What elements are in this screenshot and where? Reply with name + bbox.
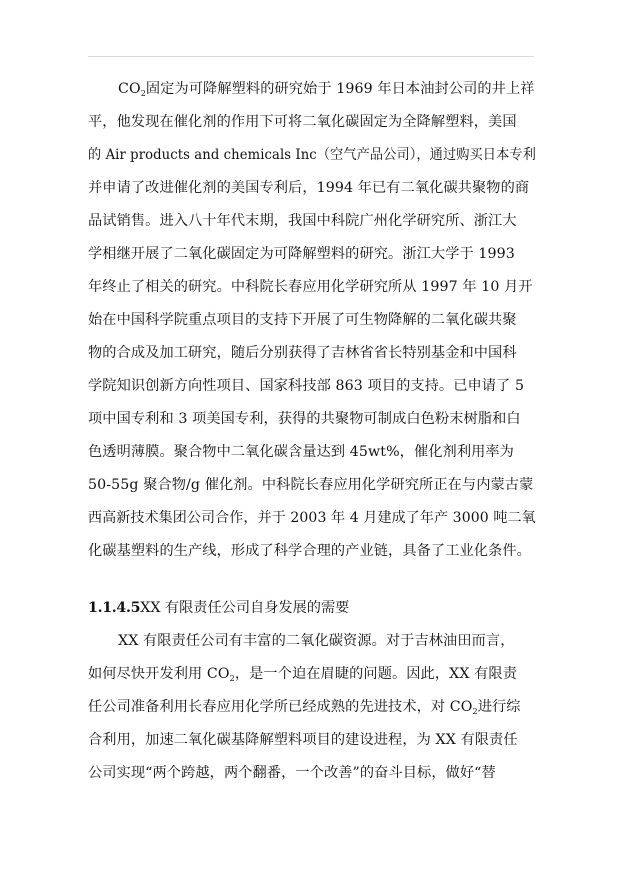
line-text: ，是一个迫在眉睫的问题。因此，XX 有限责 [234, 666, 517, 682]
paragraph-line [118, 80, 535, 98]
paragraph-line: 的 Air products and chemicals Inc（空气产品公司），通过购买日本专利 [88, 147, 536, 163]
paragraph-line: 50-55g 聚合物/g 催化剂。中科院长春应用化学研究所正在与内蒙古蒙 [88, 477, 534, 493]
paragraph-line: 合利用，加速二氧化碳基降解塑料项目的建设进程，为 XX 有限责任 [88, 732, 518, 748]
section-heading [88, 599, 349, 617]
subscript: 2 [472, 707, 478, 716]
paragraph-line: 并申请了改进催化剂的美国专利后，1994 年已有二氧化碳共聚物的商 [88, 180, 530, 196]
paragraph-line: 年终止了相关的研究。中科院长春应用化学研究所从 1997 年 10 月开 [88, 279, 533, 295]
line-text: 进行综 [477, 699, 521, 715]
line-text: 任公司准备利用长春应用化学所已经成熟的先进技术，对 CO [88, 699, 473, 715]
paragraph-line: 品试销售。进入八十年代末期，我国中科院广州化学研究所、浙江大 [88, 213, 517, 229]
section-title: XX 有限责任公司自身发展的需要 [140, 600, 350, 616]
subscript: 2 [140, 89, 146, 98]
line-text: 如何尽快开发利用 CO [88, 666, 230, 682]
line-text: 固定为可降解塑料的研究始于 1969 年日本油封公司的井上祥 [145, 81, 535, 97]
subscript: 2 [229, 674, 235, 683]
paragraph-line: 色透明薄膜。聚合物中二氧化碳含量达到 45wt%，催化剂利用率为 [88, 444, 514, 460]
paragraph-line [88, 665, 517, 683]
paragraph-line: 项中国专利和 3 项美国专利，获得的共聚物可制成白色粉末树脂和白 [88, 411, 521, 427]
header-rule [88, 56, 534, 57]
paragraph-line [88, 698, 521, 716]
paragraph-line: 始在中国科学院重点项目的支持下开展了可生物降解的二氧化碳共聚 [88, 312, 517, 328]
paragraph-line: XX 有限责任公司有丰富的二氧化碳资源。对于吉林油田而言， [118, 633, 515, 649]
paragraph-line: 公司实现“两个跨越，两个翻番，一个改善”的奋斗目标，做好“替 [88, 765, 496, 781]
paragraph-line: 平，他发现在催化剂的作用下可将二氧化碳固定为全降解塑料，美国 [88, 114, 517, 130]
paragraph-line: 化碳基塑料的生产线，形成了科学合理的产业链，具备了工业化条件。 [88, 543, 531, 559]
paragraph-line: 物的合成及加工研究，随后分别获得了吉林省省长特别基金和中国科 [88, 345, 517, 361]
paragraph-line: 西高新技术集团公司合作，并于 2003 年 4 月建成了年产 3000 吨二氧 [88, 510, 536, 526]
co2-text: CO [118, 81, 141, 97]
paragraph-line: 学相继开展了二氧化碳固定为可降解塑料的研究。浙江大学于 1993 [88, 246, 515, 262]
section-number: 1.1.4.5 [88, 600, 141, 616]
paragraph-line: 学院知识创新方向性项目、国家科技部 863 项目的支持。已申请了 5 [88, 378, 525, 394]
